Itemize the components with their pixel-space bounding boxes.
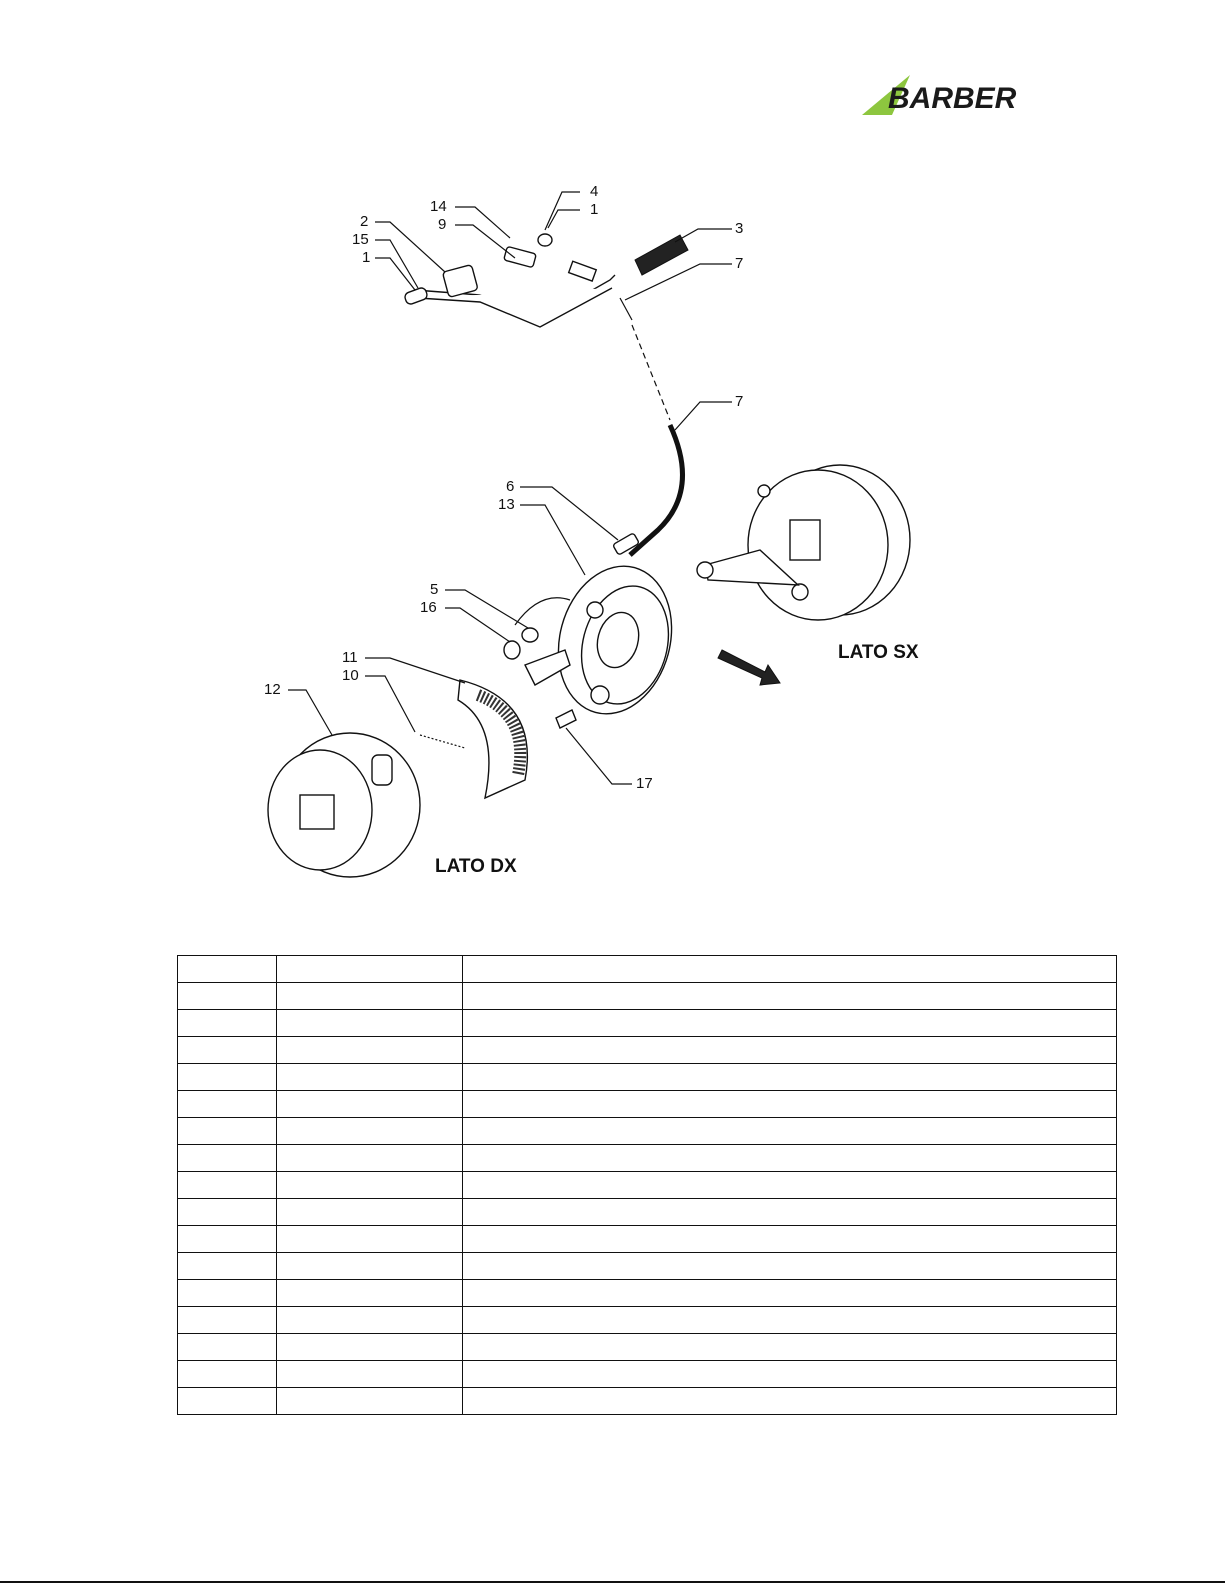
callout-2: 2 xyxy=(360,213,369,230)
callout-14: 14 xyxy=(430,198,447,215)
table-cell-description xyxy=(463,1064,1117,1091)
right-side-drum xyxy=(268,733,420,877)
table-cell-description xyxy=(463,1010,1117,1037)
table-cell-code xyxy=(277,1334,463,1361)
callout-12: 12 xyxy=(264,681,281,698)
table-cell-description xyxy=(463,1199,1117,1226)
callout-16: 16 xyxy=(420,599,437,616)
table-cell-description xyxy=(463,1091,1117,1118)
table-cell-description xyxy=(463,1226,1117,1253)
table-cell-code xyxy=(277,1145,463,1172)
table-cell-description xyxy=(463,1280,1117,1307)
callout-15: 15 xyxy=(352,231,369,248)
table-row xyxy=(178,1010,1117,1037)
table-cell-ref xyxy=(178,983,277,1010)
parts-table-body xyxy=(178,956,1117,1415)
table-row xyxy=(178,1199,1117,1226)
table-row xyxy=(178,1037,1117,1064)
callout-4: 4 xyxy=(590,183,599,200)
table-row xyxy=(178,1388,1117,1415)
table-cell-ref xyxy=(178,1253,277,1280)
table-row xyxy=(178,1145,1117,1172)
table-row xyxy=(178,1280,1117,1307)
table-cell-ref xyxy=(178,1037,277,1064)
table-cell-description xyxy=(463,1307,1117,1334)
table-cell-ref xyxy=(178,1064,277,1091)
callout-3: 3 xyxy=(735,220,744,237)
table-cell-description xyxy=(463,1118,1117,1145)
table-row xyxy=(178,1091,1117,1118)
table-cell-description xyxy=(463,983,1117,1010)
callout-7-top: 7 xyxy=(735,255,744,272)
callout-6: 6 xyxy=(506,478,515,495)
table-cell-description xyxy=(463,1361,1117,1388)
table-cell-code xyxy=(277,1307,463,1334)
callout-11: 11 xyxy=(342,649,358,666)
callout-1-top: 1 xyxy=(590,201,599,218)
table-row xyxy=(178,1064,1117,1091)
table-cell-ref xyxy=(178,1226,277,1253)
table-cell-code xyxy=(277,1091,463,1118)
footer-rule xyxy=(0,1581,1225,1583)
table-cell-description xyxy=(463,1388,1117,1415)
brake-assembly-diagram xyxy=(240,180,960,900)
table-cell-code xyxy=(277,1064,463,1091)
brake-lever-assembly xyxy=(404,234,615,327)
callout-17: 17 xyxy=(636,775,653,792)
table-cell-code xyxy=(277,1199,463,1226)
table-cell-code xyxy=(277,1037,463,1064)
table-cell-ref xyxy=(178,1361,277,1388)
callout-5: 5 xyxy=(430,581,439,598)
table-cell-description xyxy=(463,1334,1117,1361)
table-cell-description xyxy=(463,1145,1117,1172)
table-cell-code xyxy=(277,1361,463,1388)
logo-text: BARBER xyxy=(888,82,1017,115)
callout-9: 9 xyxy=(438,216,447,233)
table-cell-ref xyxy=(178,1172,277,1199)
direction-arrow xyxy=(718,650,780,685)
table-cell-code xyxy=(277,983,463,1010)
table-cell-ref xyxy=(178,1388,277,1415)
table-row xyxy=(178,956,1117,983)
table-cell-description xyxy=(463,956,1117,983)
brake-back-plate xyxy=(515,553,688,726)
table-cell-ref xyxy=(178,1280,277,1307)
table-cell-code xyxy=(277,1226,463,1253)
table-cell-ref xyxy=(178,1334,277,1361)
table-row xyxy=(178,1361,1117,1388)
table-cell-ref xyxy=(178,1091,277,1118)
callout-1-left: 1 xyxy=(362,249,371,266)
callout-13: 13 xyxy=(498,496,515,513)
table-row xyxy=(178,983,1117,1010)
callout-10: 10 xyxy=(342,667,359,684)
brake-shoe xyxy=(458,680,527,798)
grip-handle xyxy=(635,235,688,275)
left-side-drum-assembly xyxy=(697,465,910,620)
table-cell-ref xyxy=(178,1145,277,1172)
brake-cable xyxy=(613,298,683,555)
parts-list-table xyxy=(177,955,1117,1415)
table-row xyxy=(178,1118,1117,1145)
table-row xyxy=(178,1334,1117,1361)
table-cell-ref xyxy=(178,956,277,983)
table-cell-ref xyxy=(178,1199,277,1226)
side-label-sx: LATO SX xyxy=(838,642,919,663)
side-label-dx: LATO DX xyxy=(435,856,517,877)
table-cell-code xyxy=(277,956,463,983)
table-row xyxy=(178,1307,1117,1334)
table-cell-ref xyxy=(178,1010,277,1037)
table-cell-code xyxy=(277,1118,463,1145)
table-cell-code xyxy=(277,1010,463,1037)
table-cell-description xyxy=(463,1037,1117,1064)
table-row xyxy=(178,1172,1117,1199)
table-cell-ref xyxy=(178,1118,277,1145)
callout-7-bottom: 7 xyxy=(735,393,744,410)
table-cell-code xyxy=(277,1388,463,1415)
return-spring xyxy=(420,735,465,748)
table-cell-code xyxy=(277,1280,463,1307)
table-cell-code xyxy=(277,1172,463,1199)
table-cell-description xyxy=(463,1253,1117,1280)
barber-logo xyxy=(862,70,1042,120)
table-cell-code xyxy=(277,1253,463,1280)
table-row xyxy=(178,1253,1117,1280)
table-row xyxy=(178,1226,1117,1253)
table-cell-ref xyxy=(178,1307,277,1334)
table-cell-description xyxy=(463,1172,1117,1199)
